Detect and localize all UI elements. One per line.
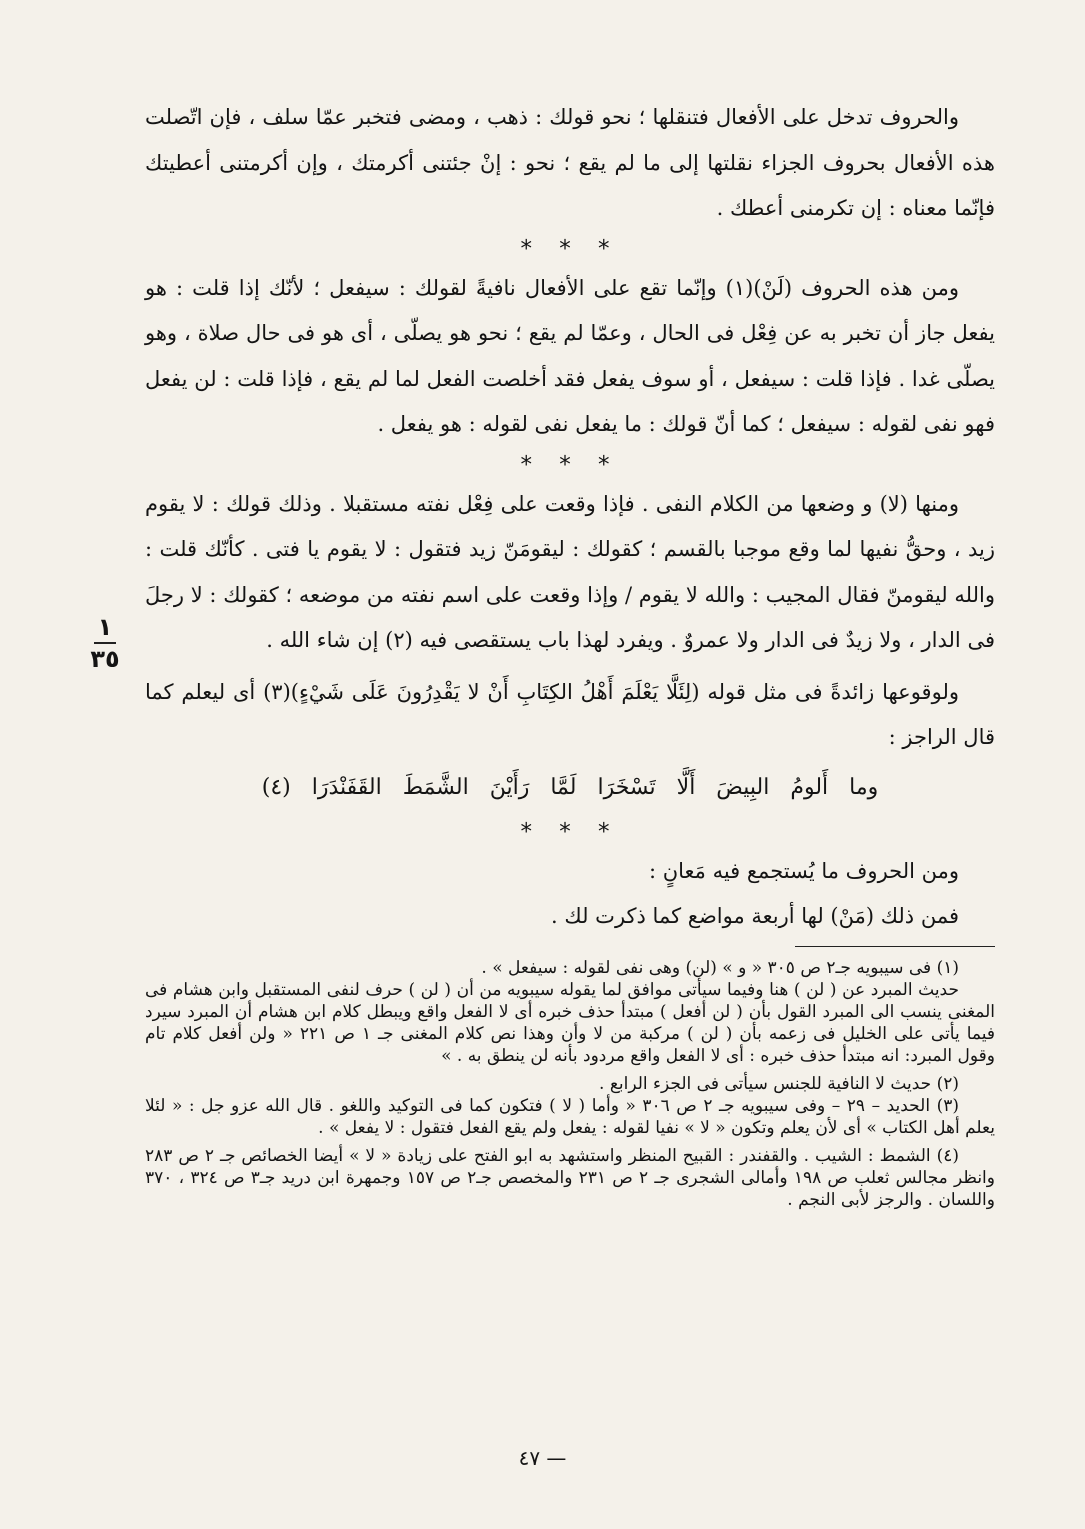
footnote-4: (٤) الشمط : الشيب . والقفندر : القبيح المنظر واستشهد به ابو الفتح على زيادة « لا » أيضا الخصائص جـ ٢ ص ٢٨٣ وانظر مجالس ثعلب ص ١٩٨ وأمالى الشجرى جـ ٢ ص ٢٣١ والمخصص جـ٢ ص ١٥٧ وجمهرة ابن دريد جـ٣ ص ٣٢٤ ، ٣٧٠ واللسان . والرجز لأبى النجم . <box>145 1145 995 1210</box>
footnote-3: (٣) الحديد – ٢٩ – وفى سيبويه جـ ٢ ص ٣٠٦ « وأما ( لا ) فتكون كما فى التوكيد واللغو . قال الله عزو جل : « لئلا يعلم أهل الكتاب » أى لأن يعلم وتكون « لا » نفيا لقوله : يفعل ولم يقع الفعل فتقول : لا يفعل » . <box>145 1095 995 1138</box>
footnote-divider <box>795 946 995 947</box>
poetry-verse: وما أَلومُ البِيضَ أَلَّا تَسْخَرَا لَمَّا رَأَيْنَ الشَّمَطَ القَفَنْدَرَا (٤) <box>261 774 879 800</box>
footnote-2: (٢) حديث لا النافية للجنس سيأتى فى الجزء الرابع . <box>599 1073 959 1094</box>
page-body <box>145 95 995 1211</box>
section-separator: * * * <box>520 235 620 262</box>
paragraph-lan: ومن هذه الحروف (لَنْ)(١) وإنّما تقع على الأفعال نافيةً لقولك : سيفعل ؛ لأنّك إذا قلت : هو يفعل جاز أن تخبر به عن فِعْل فى الحال ، وعمّا لم يقع ؛ نحو هو يصلّى ، أى هو فى حال صلاة ، وهو يصلّى غدا . فإذا قلت : سيفعل ، أو سوف يفعل فقد أخلصت الفعل لما لم يقع ، فإذا قلت : لن يفعل فهو نفى لقوله : سيفعل ؛ كما أنّ قولك : ما يفعل نفى لقوله : هو يفعل . <box>145 275 995 436</box>
paragraph-multi-meaning: ومن الحروف ما يُستجمع فيه مَعانٍ : <box>648 858 959 883</box>
footnote-1-continued: حديث المبرد عن ( لن ) هنا وفيما سيأتى موافق لما يقوله سيبويه من أن ( لن ) حرف لنفى المستقبل وابن هشام فى المغنى ينسب الى المبرد القول بأن ( لن أفعل ) مبتدأ حذف خبره أى لا الفعل واقع ويبطل كلام ابن هشام أن المبرد سيرد فيما يأتى على الخليل فى زعمه بأن ( لن ) مركبة من لا وأن وهذا نص كلام المغنى جـ ١ ص ٢٢١ « ولن أفعل كلام تام وقول المبرد: انه مبتدأ حذف خبره : أى لا الفعل واقع مردود بأنه لن ينطق به . » <box>145 979 995 1066</box>
section-separator: * * * <box>520 451 620 478</box>
section-separator: * * * <box>520 818 620 845</box>
paragraph-verbs-particles: والحروف تدخل على الأفعال فتنقلها ؛ نحو قولك : ذهب ، ومضى فتخبر عمّا سلف ، فإن اتّصلت هذه الأفعال بحروف الجزاء نقلتها إلى ما لم يقع ؛ نحو : إنْ جئتنى أكرمتك ، وإن أكرمتنى أعطيتك فإنّما معناه : إن تكرمنى أعطك . <box>145 105 995 220</box>
paragraph-la-redundant: ولوقوعها زائدةً فى مثل قوله (لِئَلَّا يَعْلَمَ أَهْلُ الكِتَابِ أَنْ لا يَقْدِرُونَ عَلَى شَيْءٍ)(٣) أى ليعلم كما قال الراجز : <box>145 679 995 749</box>
paragraph-man: فمن ذلك (مَنْ) لها أربعة مواضع كما ذكرت لك . <box>551 904 959 928</box>
manuscript-folio-marker <box>80 612 130 674</box>
folio-page: ٣٥ <box>90 645 120 673</box>
folio-number: ١ <box>97 613 113 641</box>
footnote-1: (١) فى سيبويه جـ٢ ص ٣٠٥ « و » (لن) وهى نفى لقوله : سيفعل » . <box>481 957 959 978</box>
paragraph-la: ومنها (لا) و وضعها من الكلام النفى . فإذا وقعت على فِعْل نفته مستقبلا . وذلك قولك : لا يقوم زيد ، وحقُّ نفيها لما وقع موجبا بالقسم ؛ كقولك : ليقومَنّ زيد فتقول : لا يقوم يا فتى . كأنّك قلت : والله ليقومنّ فقال المجيب : والله لا يقوم / وإذا وقعت على اسم نفته من موضعه ؛ كقولك : لا رجلَ فى الدار ، ولا زيدٌ فى الدار ولا عمروٌ . ويفرد لهذا باب يستقصى فيه (٢) إن شاء الله . <box>145 491 996 652</box>
page-number: — ٤٧ <box>518 1446 567 1470</box>
